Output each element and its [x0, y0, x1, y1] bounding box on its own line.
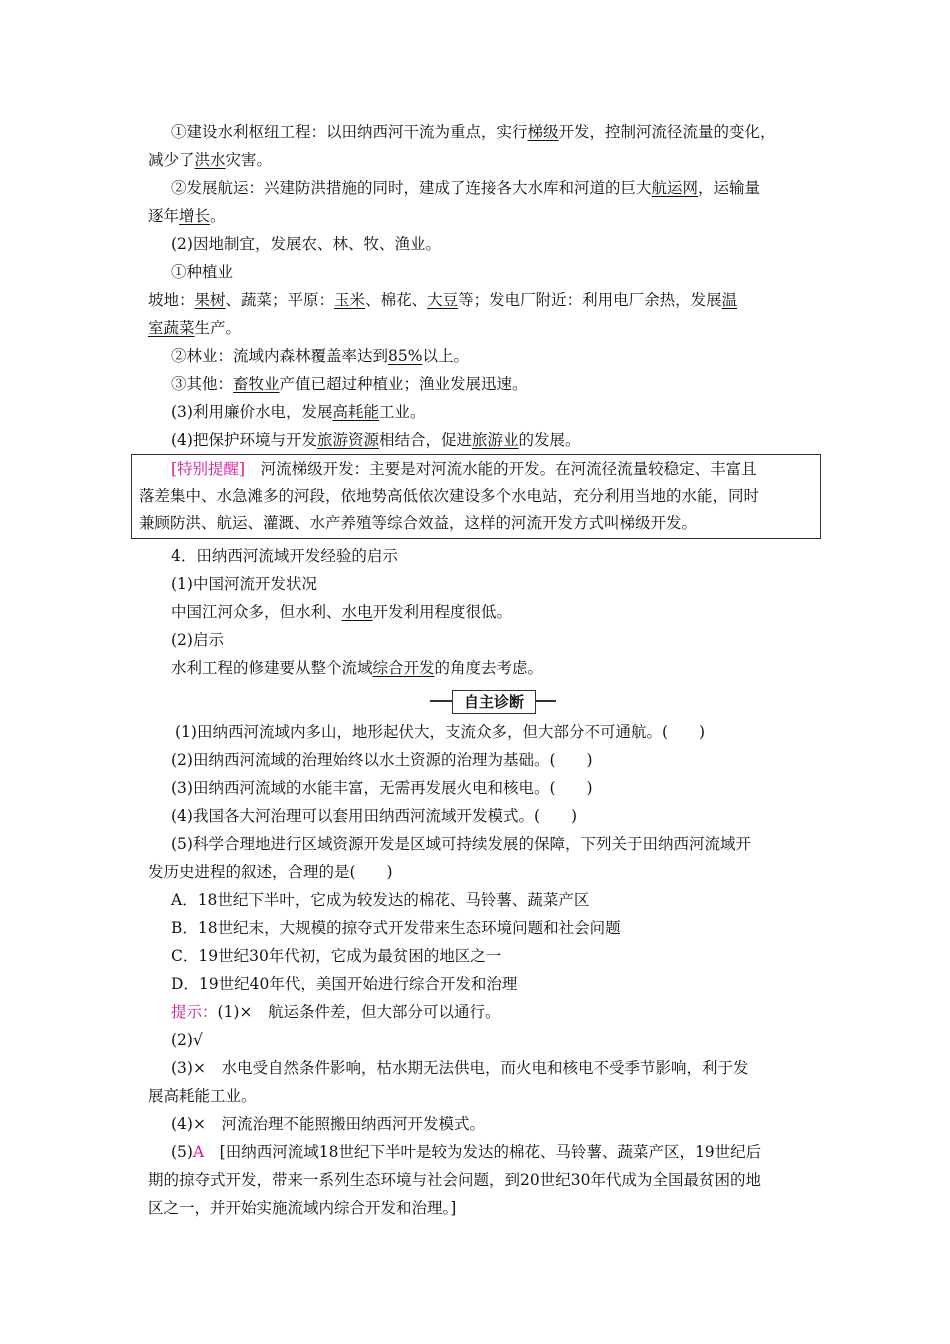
question: 发历史进程的叙述，合理的是( ) [148, 863, 393, 881]
text-line: (2)启示 [171, 631, 224, 649]
text-line: 减少了洪水灾害。 [148, 151, 273, 169]
tip-line: [特别提醒] 河流梯级开发：主要是对河流水能的开发。在河流径流量较稳定、丰富且 [171, 460, 757, 478]
answer: 提示：(1)× 航运条件差，但大部分可以通行。 [171, 1003, 501, 1021]
answer: 区之一，并开始实施流域内综合开发和治理。] [148, 1199, 457, 1217]
text-line: 水利工程的修建要从整个流域综合开发的角度去考虑。 [171, 659, 544, 677]
tip-label: [特别提醒] [171, 460, 246, 478]
question: (3)田纳西河流域的水能丰富，无需再发展火电和核电。( ) [171, 779, 593, 797]
section-title: 4．田纳西河流域开发经验的启示 [171, 547, 398, 565]
question: (4)我国各大河治理可以套用田纳西河流域开发模式。( ) [171, 807, 578, 825]
section-heading-bar [430, 690, 556, 712]
answer: 展高耗能工业。 [148, 1087, 257, 1105]
question: (2)田纳西河流域的治理始终以水土资源的治理为基础。( ) [171, 751, 593, 769]
answer: 期的掠夺式开发，带来一系列生态环境与社会问题，到20世纪30年代成为全国最贫困的地 [148, 1171, 761, 1189]
answer: (2)√ [171, 1031, 203, 1049]
answer-label: 提示： [171, 1003, 218, 1021]
tip-line: 兼顾防洪、航运、灌溉、水产养殖等综合效益，这样的河流开发方式叫梯级开发。 [139, 514, 698, 532]
text-line: 中国江河众多，但水利、水电开发利用程度很低。 [171, 603, 513, 621]
option-b: B．18世纪末，大规模的掠夺式开发带来生态环境问题和社会问题 [171, 919, 621, 937]
text-line: ①种植业 [171, 263, 234, 281]
text-line: ②林业：流域内森林覆盖率达到85%以上。 [171, 347, 469, 365]
question: (5)科学合理地进行区域资源开发是区域可持续发展的保障，下列关于田纳西河流域开 [171, 835, 751, 853]
tip-line: 落差集中、水急滩多的河段，依地势高低依次建设多个水电站，充分利用当地的水能，同时 [139, 487, 760, 505]
text-line: 坡地：果树、蔬菜；平原：玉米、棉花、大豆等；发电厂附近：利用电厂余热，发展温 [148, 291, 738, 309]
text-line: (1)中国河流开发状况 [171, 575, 317, 593]
option-d: D．19世纪40年代，美国开始进行综合开发和治理 [171, 975, 518, 993]
text-line: (3)利用廉价水电，发展高耗能工业。 [171, 403, 426, 421]
text-line: 室蔬菜生产。 [148, 319, 242, 337]
question: (1)田纳西河流域内多山，地形起伏大，支流众多，但大部分不可通航。( ) [175, 723, 706, 741]
text-line: ③其他：畜牧业产值已超过种植业；渔业发展迅速。 [171, 375, 528, 393]
section-heading: 自主诊断 [452, 690, 536, 714]
text-line: 逐年增长。 [148, 207, 226, 225]
text-line: (2)因地制宜，发展农、林、牧、渔业。 [171, 235, 441, 253]
answer: (3)× 水电受自然条件影响，枯水期无法供电，而火电和核电不受季节影响，利于发 [171, 1059, 749, 1077]
text-line: ②发展航运：兴建防洪措施的同时，建成了连接各大水库和河道的巨大航运网，运输量 [171, 179, 761, 197]
text-line: (4)把保护环境与开发旅游资源相结合，促进旅游业的发展。 [171, 431, 581, 449]
answer-choice: A [192, 1143, 205, 1161]
answer: (4)× 河流治理不能照搬田纳西河开发模式。 [171, 1115, 485, 1133]
option-c: C．19世纪30年代初，它成为最贫困的地区之一 [171, 947, 502, 965]
option-a: A．18世纪下半叶，它成为较发达的棉花、马铃薯、蔬菜产区 [171, 891, 590, 909]
text-line: ①建设水利枢纽工程：以田纳西河干流为重点，实行梯级开发，控制河流径流量的变化， [171, 123, 776, 141]
answer: (5)A [田纳西河流域18世纪下半叶是较为发达的棉花、马铃薯、蔬菜产区，19世纪后 [171, 1143, 762, 1161]
